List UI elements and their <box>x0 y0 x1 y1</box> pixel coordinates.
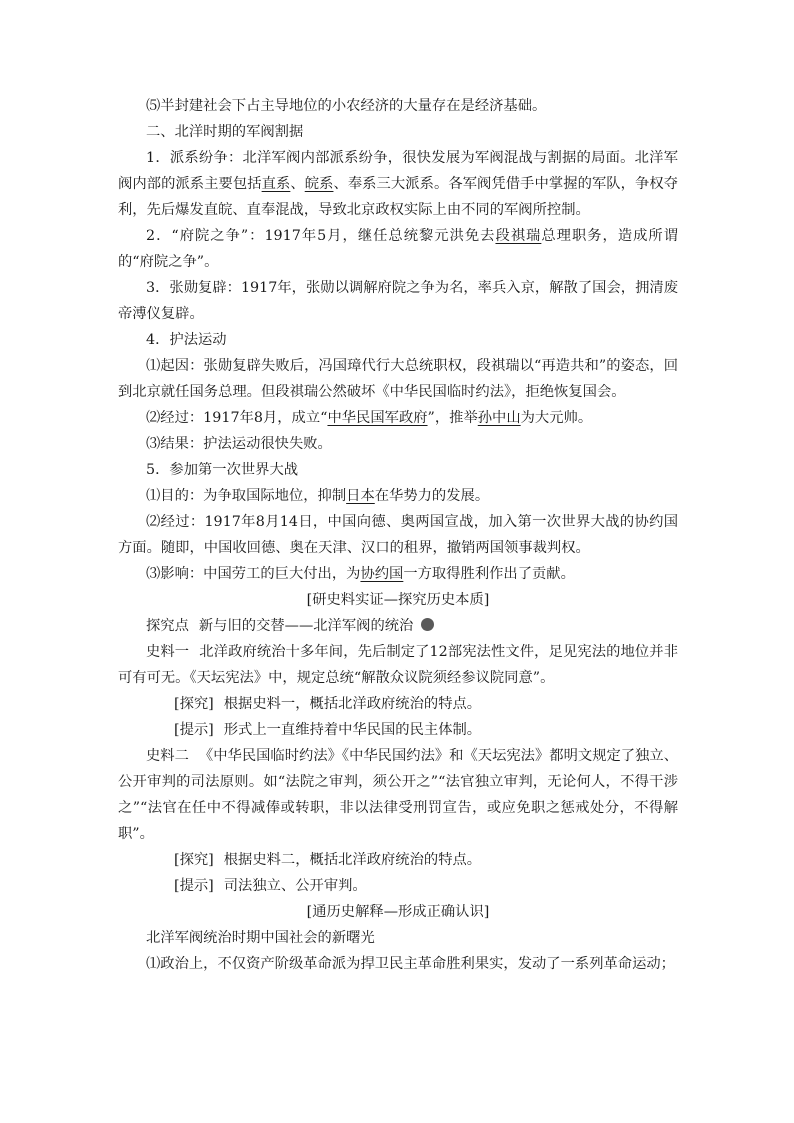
paragraph-fuyuan-dispute <box>118 223 678 275</box>
source-label: 史料二 <box>146 748 189 764</box>
text: 1．派系纷争：北洋军阀内部派系纷争，很快发展为军阀混战与割据的局面。北洋军阀内部的派系主要包括 <box>118 150 678 192</box>
paragraph-source-one <box>118 639 678 691</box>
bullet-dot-icon <box>421 618 434 631</box>
section-heading-historical-interpretation: [通历史解释—形成正确认识] <box>306 904 490 920</box>
source-label: 史料一 <box>146 644 190 660</box>
paragraph-hint-two <box>118 873 678 899</box>
text: 一方取得胜利作出了贡献。 <box>403 566 575 582</box>
underlined-term: 段祺瑞 <box>495 228 542 244</box>
text: 总理职务，造成所谓的“府院之争”。 <box>118 228 679 270</box>
text: ”，推举 <box>427 410 478 426</box>
paragraph-source-two <box>118 743 678 847</box>
paragraph-movement-process <box>118 405 678 431</box>
paragraph-political-aspect: ⑴政治上，不仅资产阶级革命派为捍卫民主革命胜利果实，发动了一系列革命运动； <box>146 956 675 972</box>
underlined-term: 日本 <box>346 488 375 504</box>
text: 、奉系三大派系。各军阀凭借手中掌握的军队，争权夺利，先后爆发直皖、直奉混战，导致北京政权实际上由不同的军阀所控制。 <box>118 176 679 218</box>
inquiry-label: 探究点 <box>146 618 189 634</box>
inquiry-question: 根据史料一，概括北洋政府统治的特点。 <box>223 696 482 712</box>
inquiry-question: 根据史料二，概括北洋政府统治的特点。 <box>223 852 482 868</box>
hint-text: 司法独立、公开审判。 <box>223 878 367 894</box>
source-text: 《中华民国临时约法》《中华民国约法》和《天坛宪法》都明文规定了独立、公开审判的司法原则。如“法院之审判，须公开之”“法官独立审判，无论何人，不得干涉之”“法官在任中不得减俸或转职，非以法律受刑罚宣告，或应免职之惩戒处分，不得解职”。 <box>118 748 678 842</box>
text: ⑶影响：中国劳工的巨大付出，为 <box>146 566 361 582</box>
inquiry-text: 新与旧的交替——北洋军阀的统治 <box>198 618 414 634</box>
source-text: 北洋政府统治十多年间，先后制定了12部宪法性文件，足见宪法的地位并非可有可无。《天坛宪法》中，规定总统“解散众议院须经参议院同意”。 <box>118 644 678 686</box>
subheading-constitution-movement: 4．护法运动 <box>146 332 227 348</box>
paragraph-ww1-purpose <box>118 483 678 509</box>
paragraph-new-dawn-title: 北洋军阀统治时期中国社会的新曙光 <box>146 930 375 946</box>
underlined-term: 皖系 <box>304 176 334 192</box>
paragraph-ww1-impact <box>118 561 678 587</box>
paragraph-hint-one <box>118 717 678 743</box>
text: ⑵经过：1917年8月，成立“ <box>146 410 328 426</box>
inquiry-tag: [探究] <box>174 696 214 712</box>
subheading-ww1: 5．参加第一次世界大战 <box>146 462 299 478</box>
hint-tag: [提示] <box>174 878 214 894</box>
paragraph-economic-basis: ⑸半封建社会下占主导地位的小农经济的大量存在是经济基础。 <box>146 98 547 114</box>
paragraph-zhangxun-restoration: 3．张勋复辟：1917年，张勋以调解府院之争为名，率兵入京，解散了国会，拥清废帝溥仪复辟。 <box>118 280 678 322</box>
underlined-term: 中华民国军政府 <box>327 410 428 426</box>
text: ⑴目的：为争取国际地位，抑制 <box>146 488 347 504</box>
text: 为大元帅。 <box>520 410 593 426</box>
document-body <box>118 93 678 977</box>
section-heading-historical-evidence: [研史料实证—探究历史本质] <box>306 592 490 608</box>
hint-text: 形式上一直维持着中华民国的民主体制。 <box>223 722 482 738</box>
hint-tag: [提示] <box>174 722 214 738</box>
text: 在华势力的发展。 <box>374 488 490 504</box>
paragraph-inquiry-point <box>118 613 678 639</box>
paragraph-ww1-process: ⑵经过：1917年8月14日，中国向德、奥两国宣战，加入第一次世界大战的协约国方面。随即，中国收回德、奥在天津、汉口的租界，撤销两国领事裁判权。 <box>118 514 678 556</box>
text: 2．“府院之争”：1917年5月，继任总统黎元洪免去 <box>146 228 496 244</box>
section-heading-warlord-separatism: 二、北洋时期的军阀割据 <box>146 124 304 140</box>
inquiry-tag: [探究] <box>174 852 214 868</box>
underlined-term: 协约国 <box>360 566 404 582</box>
paragraph-inquiry-two <box>118 847 678 873</box>
paragraph-inquiry-one <box>118 691 678 717</box>
underlined-term: 孙中山 <box>477 410 521 426</box>
paragraph-movement-cause: ⑴起因：张勋复辟失败后，冯国璋代行大总统职权，段祺瑞以“再造共和”的姿态，回到北京就任国务总理。但段祺瑞公然破坏《中华民国临时约法》，拒绝恢复国会。 <box>118 358 678 400</box>
paragraph-faction-struggle <box>118 145 678 223</box>
paragraph-movement-result: ⑶结果：护法运动很快失败。 <box>146 436 332 452</box>
text: 、 <box>290 176 305 192</box>
underlined-term: 直系 <box>261 176 291 192</box>
